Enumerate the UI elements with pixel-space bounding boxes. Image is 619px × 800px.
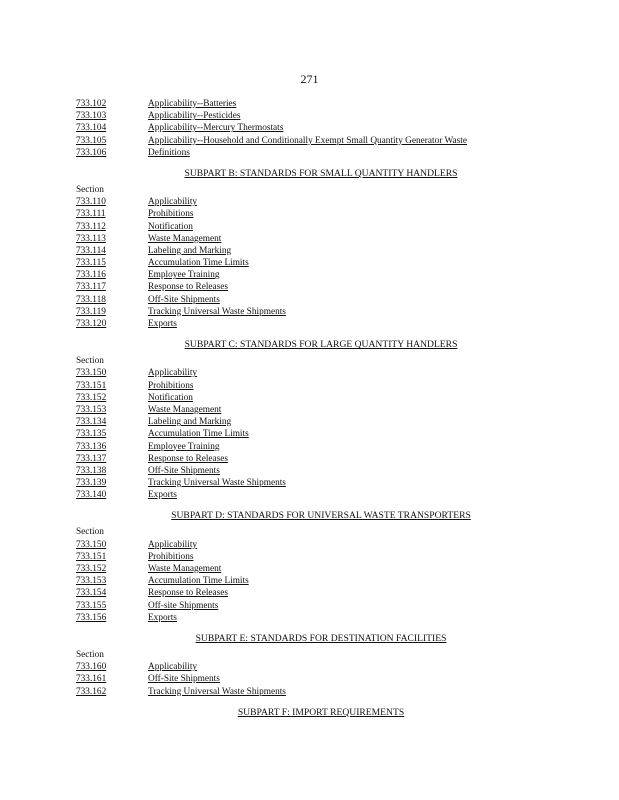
subpart-heading-text: SUBPART F: IMPORT REQUIREMENTS (237, 706, 405, 718)
section-number-link[interactable]: 733.111 (76, 209, 106, 220)
toc-entry[interactable] (76, 563, 546, 575)
subpart-heading (76, 167, 546, 180)
table-of-contents (76, 98, 546, 723)
section-title-link[interactable]: Applicability (148, 197, 198, 208)
section-title-link[interactable]: Applicability--Batteries (148, 99, 237, 109)
section-number-link[interactable]: 733.135 (76, 429, 107, 440)
section-number-link[interactable]: 733.155 (76, 600, 107, 611)
section-number-link[interactable]: 733.102 (76, 99, 107, 109)
section-number-link[interactable]: 733.160 (76, 662, 107, 673)
toc-entry[interactable] (76, 135, 546, 147)
section-title-link[interactable]: Off-Site Shipments (148, 465, 220, 476)
section-title-link[interactable]: Off-Site Shipments (148, 294, 220, 305)
section-number-link[interactable]: 733.118 (76, 294, 106, 305)
section-title-link[interactable]: Notification (148, 392, 193, 403)
section-column-label: Section (76, 649, 104, 660)
section-title-link[interactable]: Applicability (148, 662, 198, 673)
toc-entry[interactable] (76, 404, 546, 416)
toc-entry[interactable] (76, 245, 546, 257)
toc-entry[interactable] (76, 575, 546, 587)
section-title-link[interactable]: Accumulation Time Limits (148, 258, 249, 269)
section-title-link[interactable]: Notification (148, 221, 193, 232)
toc-entry[interactable] (76, 539, 546, 551)
toc-entry[interactable] (76, 551, 546, 563)
section-number-link[interactable]: 733.115 (76, 258, 106, 269)
subpart-heading-text: SUBPART D: STANDARDS FOR UNIVERSAL WASTE TRANSPORTERS (171, 510, 471, 522)
section-title-link[interactable]: Applicability (148, 539, 198, 550)
subpart-heading (76, 338, 546, 351)
toc-entry[interactable] (76, 257, 546, 269)
toc-entry[interactable] (76, 673, 546, 685)
section-title-link[interactable]: Off-site Shipments (148, 600, 219, 611)
section-title-link[interactable]: Off-Site Shipments (148, 674, 220, 685)
section-title-link[interactable]: Response to Releases (148, 282, 229, 293)
section-title-link[interactable]: Applicability (148, 368, 198, 379)
section-number-link[interactable]: 733.152 (76, 564, 107, 574)
section-number-link[interactable]: 733.154 (76, 588, 107, 599)
toc-entry[interactable] (76, 465, 546, 477)
section-number-link[interactable]: 733.106 (76, 147, 107, 158)
toc-entry[interactable] (76, 98, 546, 110)
toc-entry[interactable] (76, 318, 546, 330)
subpart-heading (76, 706, 546, 719)
section-title-link[interactable]: Exports (148, 319, 177, 329)
toc-entry[interactable] (76, 233, 546, 245)
section-number-link[interactable]: 733.153 (76, 404, 107, 415)
subpart-heading-text: SUBPART E: STANDARDS FOR DESTINATION FACILITIES (195, 632, 447, 644)
section-title-link[interactable]: Employee Training (148, 270, 220, 281)
section-number-link[interactable]: 733.162 (76, 686, 107, 697)
toc-entry[interactable] (76, 428, 546, 440)
section-number-link[interactable]: 733.138 (76, 465, 107, 476)
section-number-link[interactable]: 733.134 (76, 417, 107, 428)
subpart-heading-text: SUBPART C: STANDARDS FOR LARGE QUANTITY HANDLERS (184, 339, 458, 351)
section-title-link[interactable]: Waste Management (148, 233, 222, 244)
toc-entry[interactable] (76, 367, 546, 379)
toc-entry[interactable] (76, 380, 546, 392)
toc-entry[interactable] (76, 587, 546, 599)
section-number-link[interactable]: 733.116 (76, 270, 106, 281)
toc-entry[interactable] (76, 686, 546, 698)
section-title-link[interactable]: Accumulation Time Limits (148, 429, 249, 440)
section-column-label: Section (76, 527, 104, 538)
section-number-link[interactable]: 733.120 (76, 319, 107, 329)
toc-entry[interactable] (76, 294, 546, 306)
toc-entry[interactable] (76, 441, 546, 453)
toc-entry[interactable] (76, 269, 546, 281)
toc-entry[interactable] (76, 416, 546, 428)
section-title-link[interactable]: Tracking Universal Waste Shipments (148, 478, 286, 489)
section-number-link[interactable]: 733.137 (76, 453, 107, 464)
section-column-label: Section (76, 184, 104, 195)
toc-entry[interactable] (76, 221, 546, 233)
toc-entry[interactable] (76, 489, 546, 501)
page-number: 271 (300, 72, 319, 86)
section-title-link[interactable]: Tracking Universal Waste Shipments (148, 306, 286, 317)
section-title-link[interactable]: Exports (148, 612, 177, 623)
toc-entry[interactable] (76, 110, 546, 122)
toc-entry[interactable] (76, 392, 546, 404)
toc-entry[interactable] (76, 281, 546, 293)
section-column-label: Section (76, 356, 104, 367)
toc-entry[interactable] (76, 612, 546, 624)
section-title-link[interactable]: Employee Training (148, 441, 220, 452)
toc-entry[interactable] (76, 208, 546, 220)
section-title-link[interactable]: Applicability--Mercury Thermostats (148, 123, 284, 134)
section-number-link[interactable]: 733.113 (76, 233, 106, 244)
toc-entry[interactable] (76, 147, 546, 159)
section-number-link[interactable]: 733.105 (76, 135, 107, 146)
section-number-link[interactable]: 733.110 (76, 197, 106, 208)
section-title-link[interactable]: Prohibitions (148, 380, 194, 391)
toc-entry[interactable] (76, 306, 546, 318)
section-number-link[interactable]: 733.136 (76, 441, 107, 452)
section-title-link[interactable]: Waste Management (148, 404, 222, 415)
section-number-link[interactable]: 733.140 (76, 490, 107, 501)
section-title-link[interactable]: Tracking Universal Waste Shipments (148, 686, 286, 697)
section-number-link[interactable]: 733.117 (76, 282, 106, 293)
section-number-link[interactable]: 733.153 (76, 576, 107, 587)
section-title-link[interactable]: Applicability--Household and Conditionally Exempt Small Quantity Generator Waste (148, 135, 467, 146)
subpart-heading (76, 632, 546, 645)
section-number-link[interactable]: 733.150 (76, 368, 107, 379)
section-title-link[interactable]: Prohibitions (148, 209, 194, 220)
section-number-link[interactable]: 733.139 (76, 478, 107, 489)
section-number-link[interactable]: 733.152 (76, 392, 107, 403)
section-number-link[interactable]: 733.161 (76, 674, 107, 685)
section-title-link[interactable]: Labeling and Marking (148, 245, 232, 256)
toc-entry[interactable] (76, 600, 546, 612)
section-title-link[interactable]: Exports (148, 490, 177, 501)
section-number-link[interactable]: 733.151 (76, 380, 107, 391)
section-title-link[interactable]: Labeling and Marking (148, 417, 232, 428)
toc-entry[interactable] (76, 661, 546, 673)
section-number-link[interactable]: 733.156 (76, 612, 107, 623)
section-number-link[interactable]: 733.104 (76, 123, 107, 134)
section-title-link[interactable]: Prohibitions (148, 551, 194, 562)
toc-entry[interactable] (76, 196, 546, 208)
section-number-link[interactable]: 733.114 (76, 245, 106, 256)
section-title-link[interactable]: Response to Releases (148, 453, 229, 464)
toc-entry[interactable] (76, 122, 546, 134)
section-number-link[interactable]: 733.112 (76, 221, 106, 232)
toc-entry[interactable] (76, 477, 546, 489)
section-number-link[interactable]: 733.151 (76, 551, 107, 562)
section-title-link[interactable]: Waste Management (148, 564, 222, 574)
section-title-link[interactable]: Applicability--Pesticides (148, 111, 241, 122)
subpart-heading (76, 509, 546, 522)
toc-entry[interactable] (76, 453, 546, 465)
section-number-link[interactable]: 733.103 (76, 111, 107, 122)
section-title-link[interactable]: Response to Releases (148, 588, 229, 599)
section-title-link[interactable]: Accumulation Time Limits (148, 576, 249, 587)
section-number-link[interactable]: 733.119 (76, 306, 106, 317)
subpart-heading-text: SUBPART B: STANDARDS FOR SMALL QUANTITY HANDLERS (184, 167, 458, 179)
section-number-link[interactable]: 733.150 (76, 539, 107, 550)
section-title-link[interactable]: Definitions (148, 147, 190, 158)
